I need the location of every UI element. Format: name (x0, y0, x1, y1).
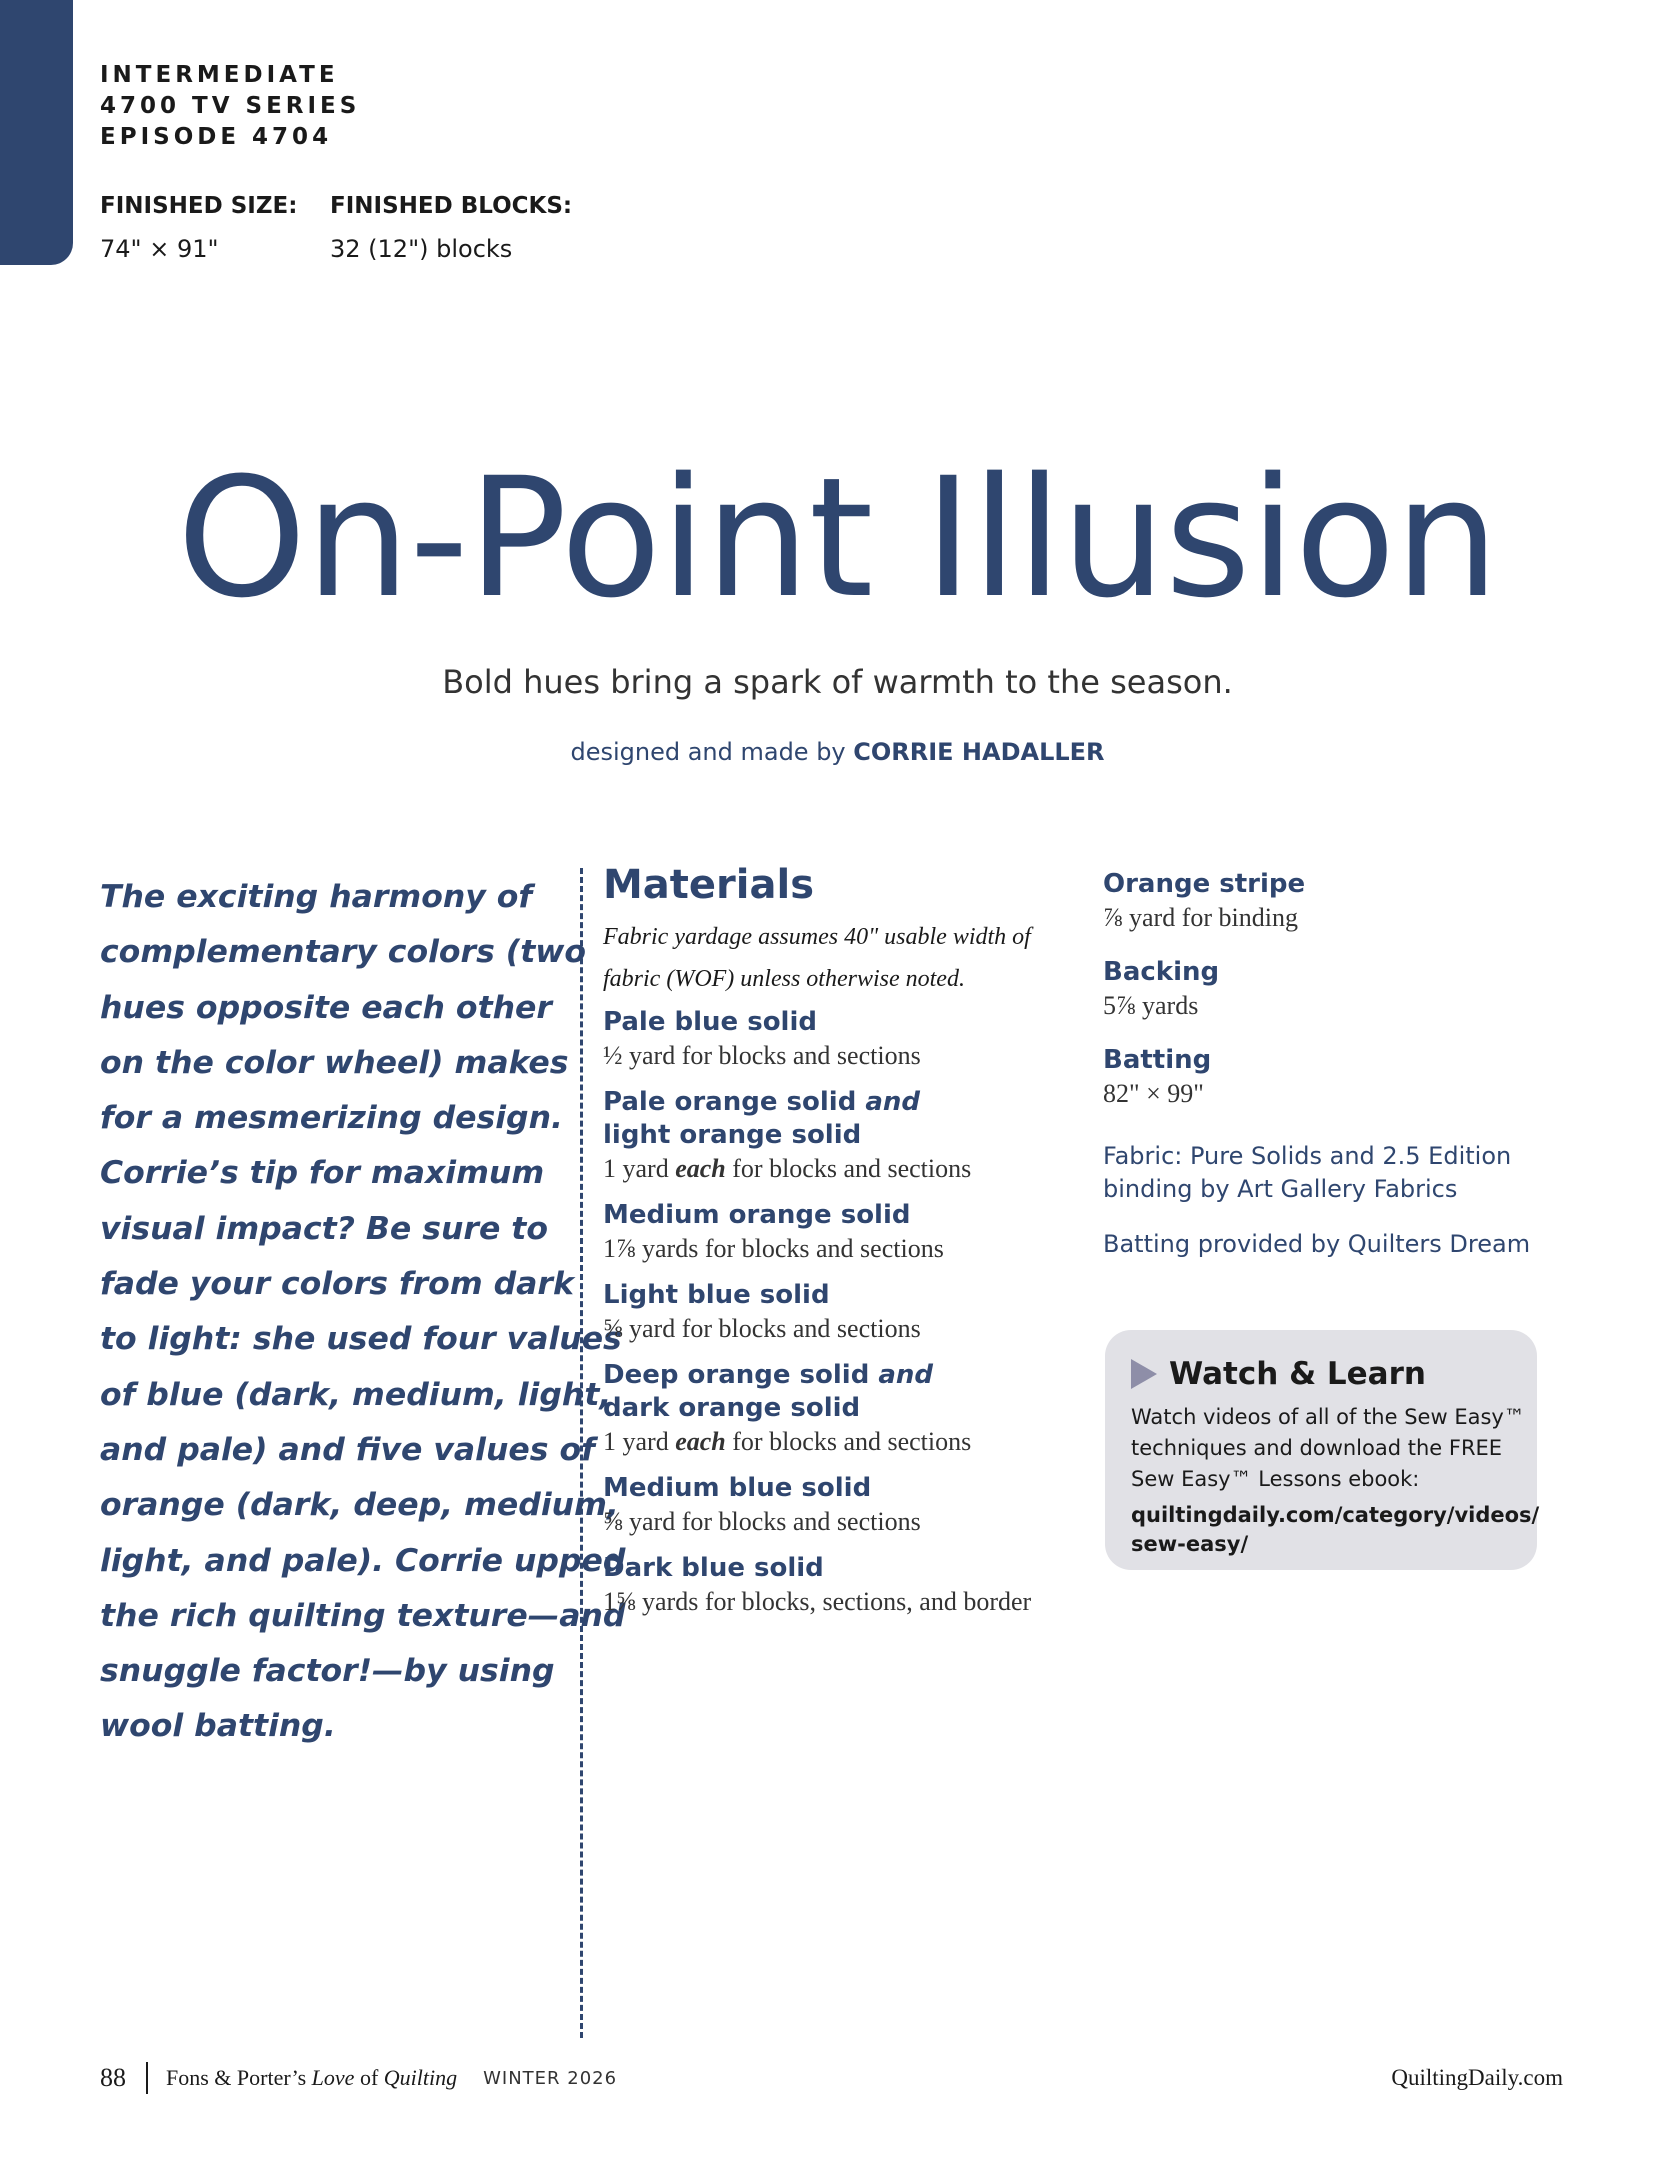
material-item (1103, 868, 1563, 934)
magazine-name-part: Quilting (383, 2065, 458, 2090)
intro-line: snuggle factor!—by using (100, 1653, 555, 1690)
material-item (603, 1199, 1083, 1265)
page-title: On-Point Illusion (176, 442, 1499, 634)
material-item (603, 1552, 1083, 1618)
material-name: Light blue solid (603, 1280, 830, 1310)
material-desc: 5⅞ yards (1103, 991, 1199, 1020)
issue-date: WINTER 2026 (483, 2067, 618, 2089)
fabric-credit (1103, 1140, 1563, 1206)
materials-note (603, 916, 1083, 1000)
material-desc-part: for blocks and sections (725, 1427, 972, 1456)
materials-right-column (1103, 868, 1563, 1261)
material-desc-each: each (675, 1154, 726, 1183)
intro-line: light, and pale). Corrie upped (100, 1542, 626, 1579)
byline (0, 738, 1675, 766)
magazine-name-part: Fons & Porter’s (166, 2065, 312, 2090)
material-name (603, 1086, 1083, 1119)
material-name: dark orange solid (603, 1393, 861, 1423)
intro-line: Corrie’s tip for maximum (100, 1155, 545, 1192)
episode-number: EPISODE 4704 (100, 124, 333, 150)
finished-blocks (330, 193, 572, 263)
intro-line: The exciting harmony of (100, 879, 533, 915)
material-name (603, 1359, 1083, 1392)
material-name: Orange stripe (1103, 869, 1306, 899)
episode-meta (100, 60, 360, 153)
material-name: Medium blue solid (603, 1473, 872, 1503)
tv-series: 4700 TV SERIES (100, 93, 361, 119)
intro-line: hues opposite each other (100, 989, 552, 1026)
intro-line: on the color wheel) makes (100, 1044, 569, 1081)
intro-paragraph (100, 870, 626, 1755)
watch-header (1131, 1356, 1513, 1392)
page-number: 88 (100, 2063, 126, 2092)
fabric-credit-line: binding by Art Gallery Fabrics (1103, 1175, 1458, 1203)
watch-text-line: Watch videos of all of the Sew Easy™ (1131, 1405, 1525, 1429)
intro-line: to light: she used four values (100, 1321, 622, 1358)
material-item (1103, 956, 1563, 1022)
magazine-name-part: of (354, 2065, 384, 2090)
byline-prefix: designed and made by (570, 738, 854, 766)
material-name: Dark blue solid (603, 1553, 824, 1583)
intro-line: and pale) and five values of (100, 1431, 595, 1468)
material-desc: ⅞ yard for binding (1103, 903, 1298, 932)
corner-tab (0, 0, 73, 265)
material-name: Pale blue solid (603, 1007, 817, 1037)
watch-text-line: Sew Easy™ Lessons ebook: (1131, 1467, 1420, 1491)
watch-link[interactable] (1131, 1501, 1540, 1559)
play-icon (1131, 1359, 1157, 1389)
finished-blocks-label: FINISHED BLOCKS: (330, 193, 573, 219)
material-desc-part: 1 yard (603, 1154, 676, 1183)
material-desc (603, 1425, 1083, 1458)
designer-name: CORRIE HADALLER (853, 738, 1105, 766)
material-desc: 1⅝ yards for blocks, sections, and border (603, 1587, 1032, 1616)
finished-blocks-value: 32 (12") blocks (330, 235, 513, 263)
intro-line: for a mesmerizing design. (100, 1100, 563, 1137)
intro-line: fade your colors from dark (100, 1266, 574, 1303)
material-name: Medium orange solid (603, 1200, 911, 1230)
material-name: Backing (1103, 957, 1220, 987)
material-name: light orange solid (603, 1120, 862, 1150)
watch-text-line: techniques and download the FREE (1131, 1436, 1503, 1460)
watch-and-learn-panel (1105, 1330, 1540, 1570)
material-desc: 82" × 99" (1103, 1079, 1204, 1108)
materials-section (603, 860, 1083, 1618)
intro-line: complementary colors (two (100, 934, 587, 971)
material-name-and: and (878, 1360, 934, 1390)
material-item (1103, 1044, 1563, 1110)
material-name-and: and (865, 1087, 921, 1117)
material-item (603, 1279, 1083, 1345)
material-desc: 1⅞ yards for blocks and sections (603, 1234, 944, 1263)
finished-size-value: 74" × 91" (100, 235, 219, 263)
material-item (603, 1359, 1083, 1458)
fabric-credit-line: Fabric: Pure Solids and 2.5 Edition (1103, 1142, 1512, 1170)
intro-line: wool batting. (100, 1708, 336, 1745)
batting-credit: Batting provided by Quilters Dream (1103, 1230, 1531, 1258)
materials-note-line: Fabric yardage assumes 40" usable width of (603, 924, 1031, 950)
magazine-name-part: Love (311, 2065, 355, 2090)
materials-heading: Materials (603, 862, 814, 908)
material-item (603, 1006, 1083, 1072)
finished-size-label: FINISHED SIZE: (100, 193, 298, 219)
watch-link-line[interactable]: sew-easy/ (1131, 1532, 1249, 1556)
footer-divider (146, 2062, 148, 2094)
watch-description (1131, 1402, 1525, 1495)
intro-line: visual impact? Be sure to (100, 1210, 548, 1247)
materials-note-line: fabric (WOF) unless otherwise noted. (603, 966, 965, 992)
skill-level: INTERMEDIATE (100, 62, 339, 88)
watch-link-line[interactable]: quiltingdaily.com/category/videos/ (1131, 1503, 1540, 1527)
material-desc: ½ yard for blocks and sections (603, 1041, 921, 1070)
material-name-part: Pale orange solid (603, 1087, 866, 1117)
material-desc-each: each (675, 1427, 726, 1456)
material-name: Batting (1103, 1045, 1212, 1075)
material-item (603, 1472, 1083, 1538)
column-divider (580, 868, 583, 2038)
material-name-part: Deep orange solid (603, 1360, 879, 1390)
watch-title: Watch & Learn (1169, 1356, 1426, 1392)
material-desc: ⅝ yard for blocks and sections (603, 1314, 921, 1343)
intro-line: of blue (dark, medium, light, (100, 1376, 612, 1413)
material-desc-part: 1 yard (603, 1427, 676, 1456)
website[interactable]: QuiltingDaily.com (1391, 2065, 1563, 2090)
material-item (603, 1086, 1083, 1185)
finished-size (100, 193, 297, 263)
material-desc-part: for blocks and sections (725, 1154, 972, 1183)
page-subtitle: Bold hues bring a spark of warmth to the season. (442, 663, 1233, 701)
material-desc: ⅝ yard for blocks and sections (603, 1507, 921, 1536)
intro-line: the rich quilting texture—and (100, 1597, 626, 1634)
magazine-name (166, 2065, 457, 2091)
intro-line: orange (dark, deep, medium, (100, 1487, 619, 1524)
page-footer (100, 2058, 1563, 2098)
material-desc (603, 1152, 1083, 1185)
